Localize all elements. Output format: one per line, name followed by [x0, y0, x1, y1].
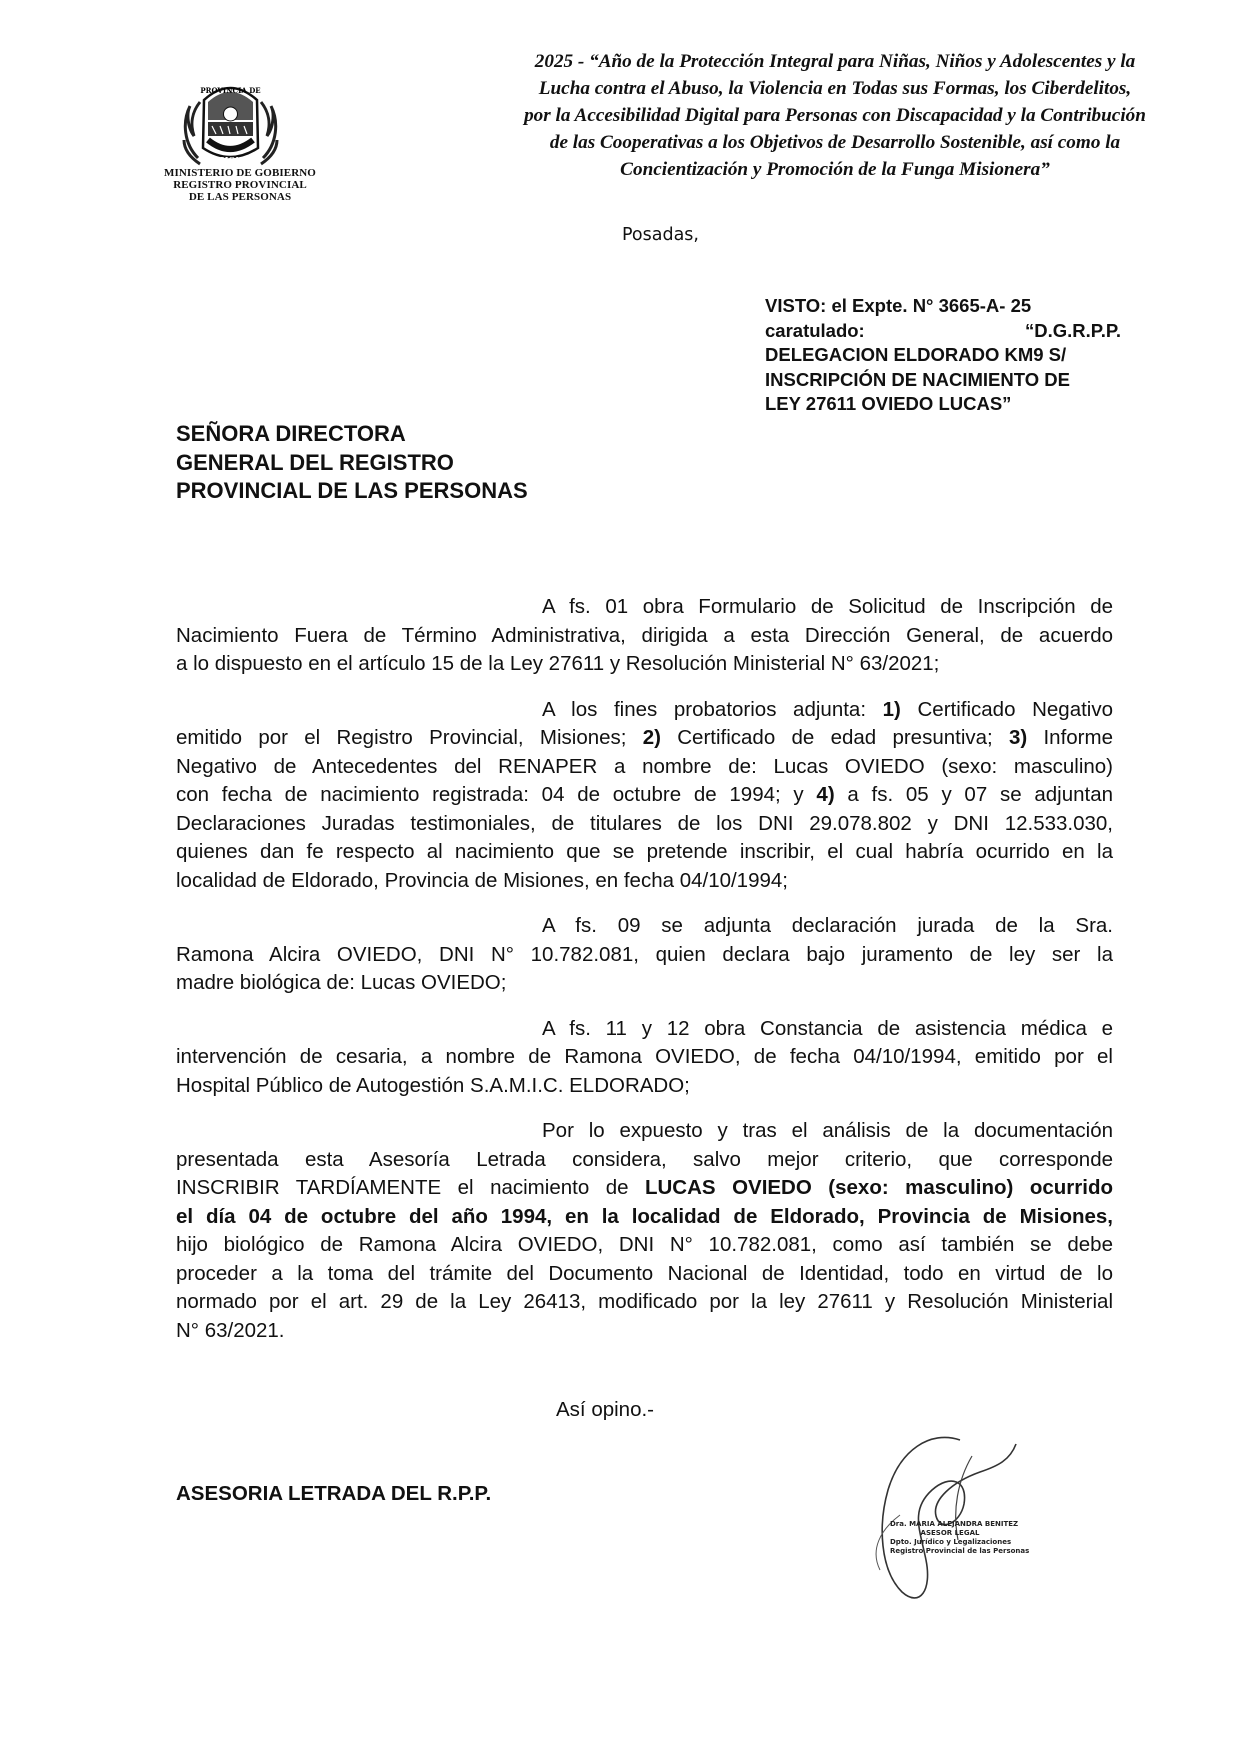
visto-text: VISTO: el Expte. N° 3665-A- 25 — [765, 295, 1032, 316]
body-line — [176, 1203, 1113, 1232]
handwritten-signature-icon — [840, 1420, 1040, 1610]
provincial-seal-icon — [178, 70, 283, 170]
motto-line: por la Accesibilidad Digital para Personas con Discapacidad y la Contribución — [524, 105, 1146, 126]
body-line — [176, 696, 1113, 725]
body-line: quienes dan fe respecto al nacimiento que se pretende inscribir, el cual habría ocurrido en la — [176, 840, 1113, 863]
visto-text: “D.G.R.P.P. — [1025, 319, 1121, 341]
addressee-line: PROVINCIAL DE LAS PERSONAS — [176, 478, 528, 503]
motto-line: Concientización y Promoción de la Funga Misionera” — [620, 159, 1050, 180]
item-number: 3) — [1008, 726, 1028, 749]
paragraph-4 — [176, 1015, 1113, 1101]
stamp-line: Registro Provincial de las Personas — [890, 1547, 1030, 1555]
body-line — [176, 781, 1113, 810]
paragraph-1 — [176, 593, 1113, 679]
ministry-line: REGISTRO PROVINCIAL — [173, 179, 307, 191]
addressee-line: GENERAL DEL REGISTRO — [176, 449, 454, 475]
document-body — [176, 593, 1113, 1362]
ministry-line: MINISTERIO DE GOBIERNO — [164, 167, 316, 179]
signature-stamp — [890, 1520, 1030, 1556]
motto-line: Lucha contra el Abuso, la Violencia en Todas sus Formas, los Ciberdelitos, — [538, 78, 1132, 99]
visto-line: LEY 27611 OVIEDO LUCAS” — [765, 393, 1012, 414]
stamp-line: Dra. MARIA ALEJANDRA BENITEZ — [890, 1520, 1019, 1528]
paragraph-5 — [176, 1117, 1113, 1345]
body-line: A fs. 01 obra Formulario de Solicitud de Inscripción de — [542, 595, 1113, 618]
body-line: intervención de cesaria, a nombre de Ramona OVIEDO, de fecha 04/10/1994, emitido por el — [176, 1045, 1113, 1068]
body-line: Declaraciones Juradas testimoniales, de titulares de los DNI 29.078.802 y DNI 12.533.030, — [176, 811, 1113, 835]
body-line: localidad de Eldorado, Provincia de Misiones, en fecha 04/10/1994; — [176, 868, 788, 892]
body-line — [176, 1174, 1113, 1203]
body-line: hijo biológico de Ramona Alcira OVIEDO, DNI N° 10.782.081, como así también se debe — [176, 1233, 1113, 1256]
body-line: A fs. 11 y 12 obra Constancia de asistencia médica e — [542, 1016, 1113, 1040]
paragraph-3 — [176, 912, 1113, 998]
visto-line — [765, 319, 1121, 344]
visto-text: caratulado: — [765, 319, 865, 341]
motto-line: de las Cooperativas a los Objetivos de Desarrollo Sostenible, así como la — [549, 132, 1121, 153]
text: Certificado Negativo — [900, 697, 1113, 721]
item-number: 1) — [882, 697, 901, 721]
body-line: a lo dispuesto en el artículo 15 de la Ley 27611 y Resolución Ministerial N° 63/2021; — [176, 652, 940, 675]
body-line: Ramona Alcira OVIEDO, DNI N° 10.782.081, quien declara bajo juramento de ley ser la — [176, 942, 1113, 966]
stamp-line: Dpto. Jurídico y Legalizaciones — [890, 1538, 1012, 1546]
ministry-block — [150, 167, 330, 203]
signing-office: ASESORIA LETRADA DEL R.P.P. — [176, 1482, 492, 1505]
stamp-line: ASESOR LEGAL — [920, 1529, 980, 1537]
paragraph-2 — [176, 696, 1113, 896]
body-line: N° 63/2021. — [176, 1318, 285, 1342]
body-line: Nacimiento Fuera de Término Administrativa, dirigida a esta Dirección General, de acuerdo — [176, 623, 1113, 647]
body-line: Negativo de Antecedentes del RENAPER a nombre de: Lucas OVIEDO (sexo: masculino) — [176, 754, 1113, 778]
text: INSCRIBIR TARDÍAMENTE el nacimiento de — [176, 1176, 645, 1199]
body-line: A fs. 09 se adjunta declaración jurada de la Sra. — [542, 914, 1113, 937]
visto-line: DELEGACION ELDORADO KM9 S/ — [765, 344, 1067, 365]
year-motto — [490, 48, 1180, 183]
text: Informe — [1027, 726, 1113, 749]
ministry-line: DE LAS PERSONAS — [188, 191, 292, 203]
emphasis: LUCAS OVIEDO (sexo: masculino) ocurrido — [644, 1176, 1113, 1199]
item-number: 4) — [816, 783, 835, 806]
visto-line: INSCRIPCIÓN DE NACIMIENTO DE — [765, 368, 1070, 390]
body-line: normado por el art. 29 de la Ley 26413, modificado por la ley 27611 y Resolución Ministerial — [176, 1290, 1113, 1313]
emphasis: el día 04 de octubre del año 1994, en la localidad de Eldorado, Provincia de Misiones, — [176, 1204, 1113, 1228]
text: Certificado de edad presuntiva; — [660, 726, 1009, 749]
body-line: proceder a la toma del trámite del Documento Nacional de Identidad, todo en virtud de lo — [176, 1261, 1113, 1285]
body-line — [176, 724, 1113, 753]
text: a fs. 05 y 07 se adjuntan — [834, 783, 1114, 806]
addressee — [176, 420, 528, 506]
closing-phrase: Así opino.- — [556, 1398, 654, 1421]
visto-block — [765, 294, 1121, 417]
text: A los fines probatorios adjunta: — [542, 697, 883, 721]
body-line: Hospital Público de Autogestión S.A.M.I.C. ELDORADO; — [176, 1073, 690, 1097]
body-line: madre biológica de: Lucas OVIEDO; — [176, 971, 507, 994]
motto-line: 2025 - “Año de la Protección Integral para Niñas, Niños y Adolescentes y la — [534, 51, 1136, 72]
text: emitido por el Registro Provincial, Misiones; — [176, 726, 643, 749]
body-line: Por lo expuesto y tras el análisis de la documentación — [542, 1119, 1113, 1142]
body-line: presentada esta Asesoría Letrada considera, salvo mejor criterio, que corresponde — [176, 1147, 1113, 1171]
seal-text-bottom: MISIONES — [206, 155, 255, 165]
item-number: 2) — [642, 726, 661, 749]
seal-text-top: PROVINCIA DE — [200, 86, 261, 95]
place-date: Posadas, — [622, 225, 699, 245]
addressee-line: SEÑORA DIRECTORA — [176, 421, 406, 446]
text: con fecha de nacimiento registrada: 04 de octubre de 1994; y — [176, 783, 817, 806]
visto-line — [765, 294, 1121, 319]
